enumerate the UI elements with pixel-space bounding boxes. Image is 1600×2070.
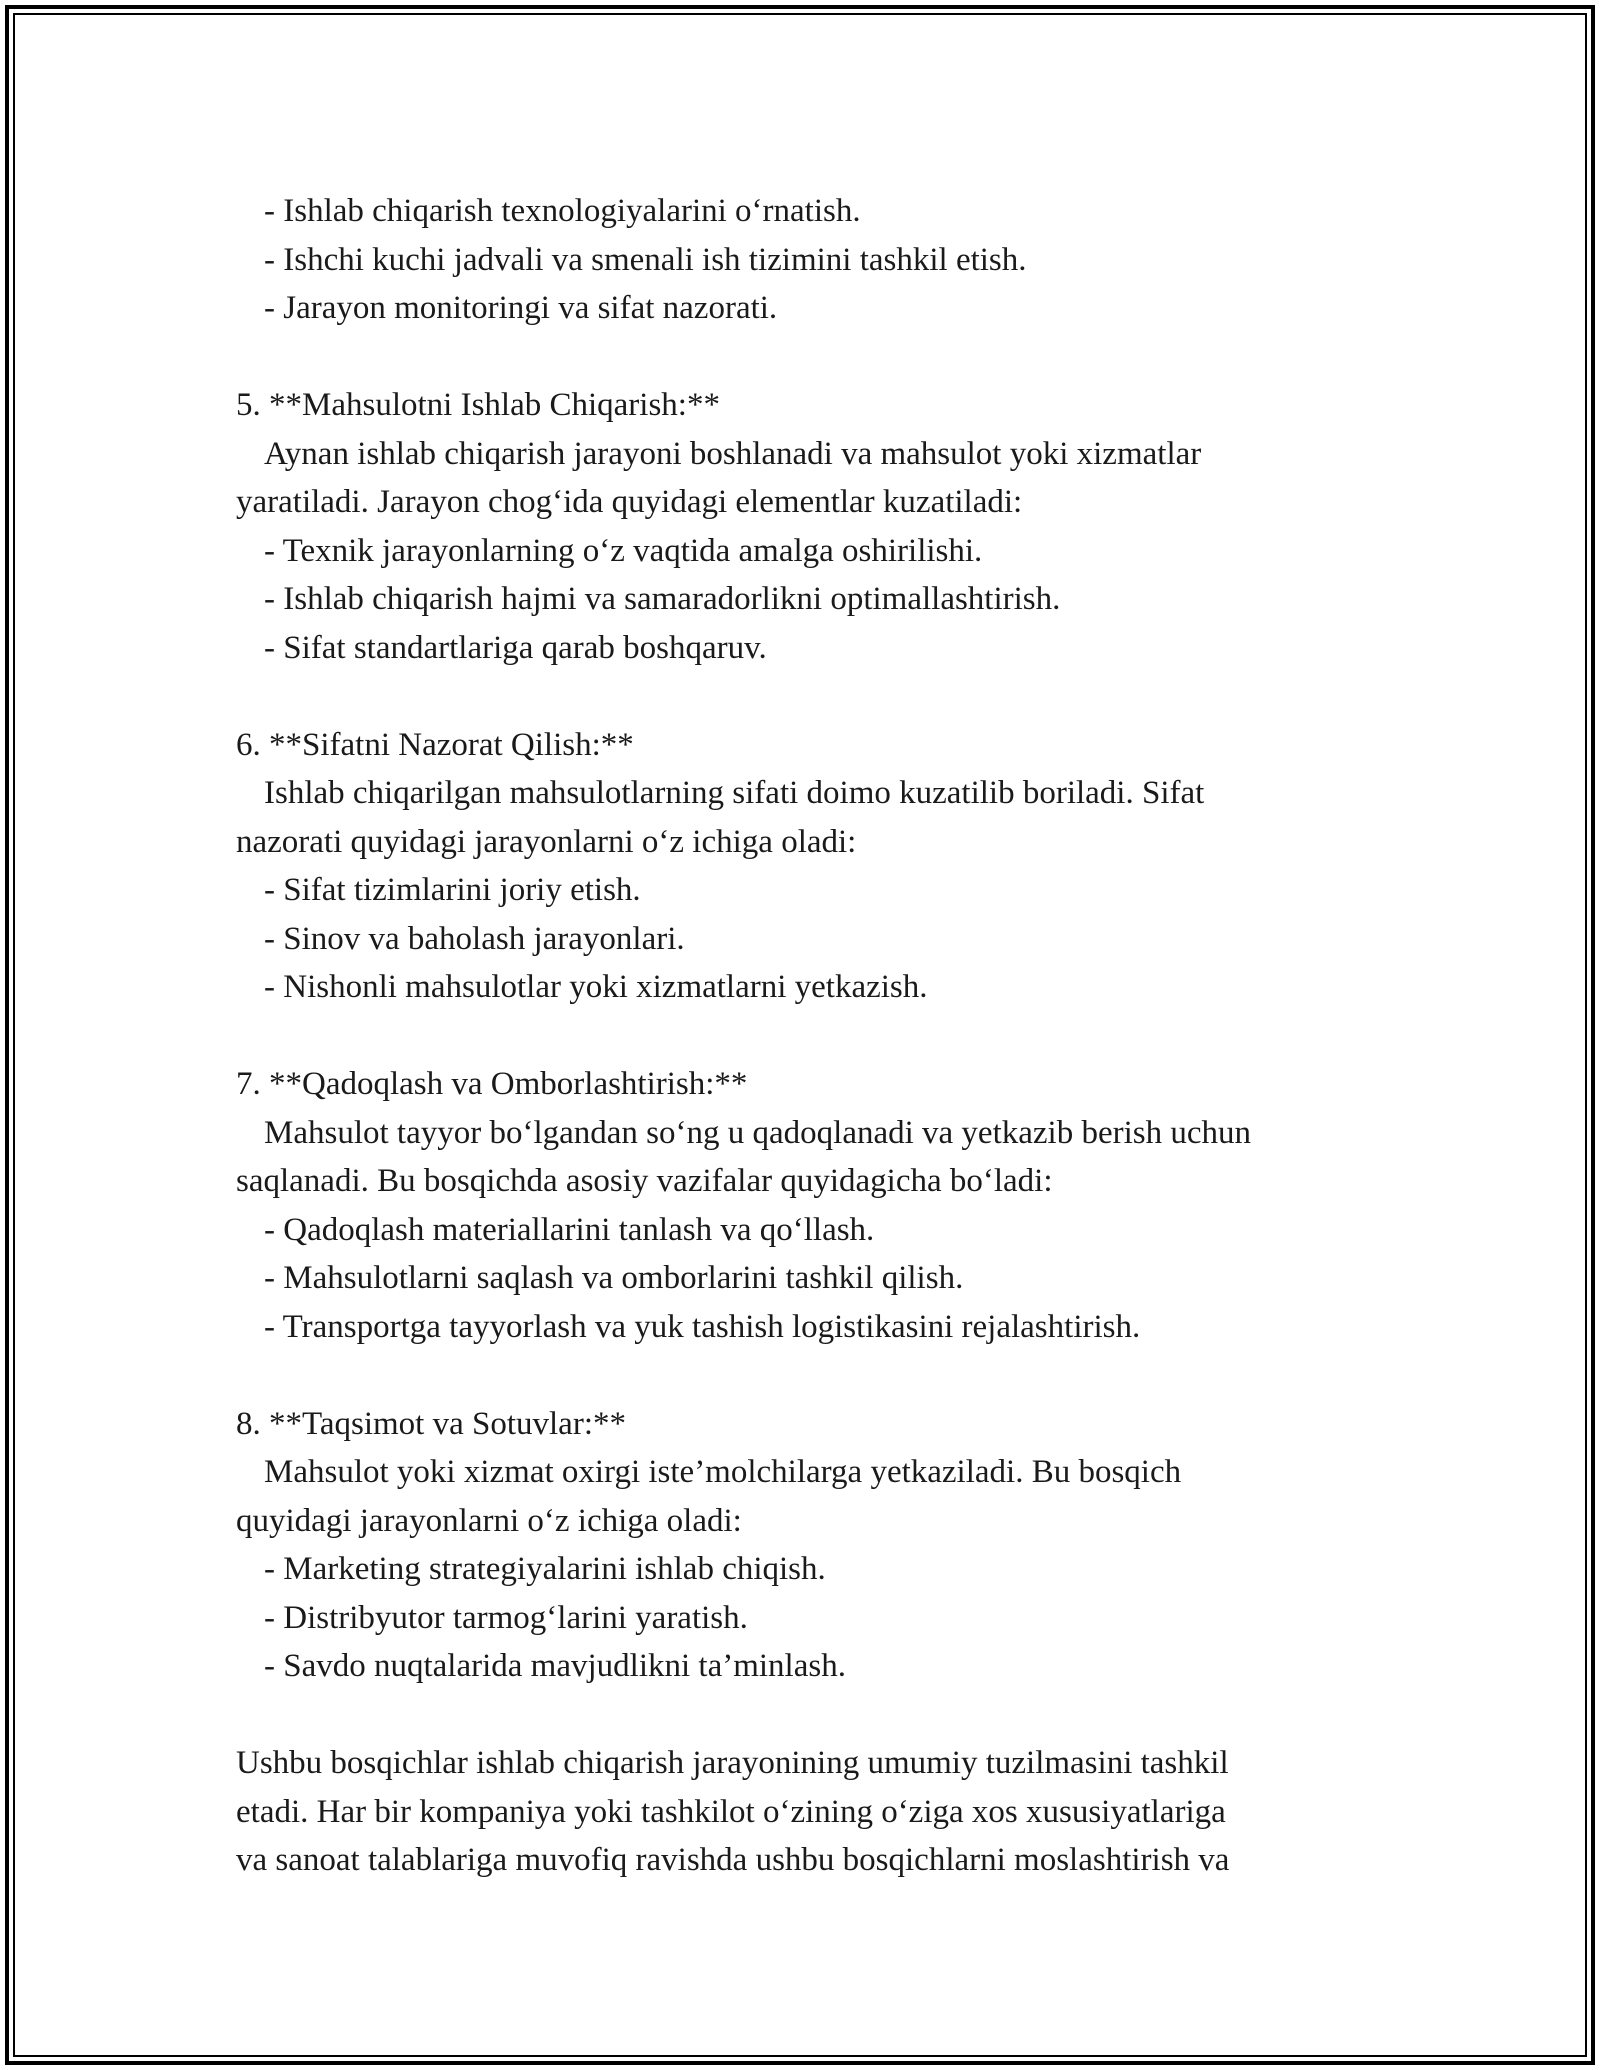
list-item: - Transportga tayyorlash va yuk tashish logistikasini rejalashtirish.	[264, 1308, 1141, 1345]
section-paragraph-continuation: quyidagi jarayonlarni o‘z ichiga oladi:	[236, 1502, 742, 1539]
list-item: - Sifat standartlariga qarab boshqaruv.	[264, 629, 767, 666]
document-body	[236, 187, 1386, 1885]
section-paragraph-continuation: yaratiladi. Jarayon chog‘ida quyidagi elementlar kuzatiladi:	[236, 484, 1023, 520]
section-paragraph-first-line: Mahsulot yoki xizmat oxirgi iste’molchilarga yetkaziladi. Bu bosqich	[264, 1454, 1182, 1490]
intro-list	[236, 187, 1386, 333]
section-8	[236, 1400, 1386, 1691]
section-5	[236, 381, 1386, 672]
conclusion-paragraph	[236, 1739, 1386, 1885]
list-item: - Marketing strategiyalarini ishlab chiqish.	[264, 1551, 826, 1587]
conclusion-line: va sanoat talablariga muvofiq ravishda ushbu bosqichlarni moslashtirish va	[236, 1842, 1230, 1878]
section-paragraph-continuation: nazorati quyidagi jarayonlarni o‘z ichiga oladi:	[236, 823, 857, 860]
section-7	[236, 1060, 1386, 1351]
list-item: - Qadoqlash materiallarini tanlash va qo‘llash.	[264, 1211, 875, 1248]
list-item: - Nishonli mahsulotlar yoki xizmatlarni yetkazish.	[264, 969, 928, 1005]
list-item: - Sinov va baholash jarayonlari.	[264, 920, 685, 957]
section-heading: 8. **Taqsimot va Sotuvlar:**	[236, 1405, 626, 1442]
section-heading: 7. **Qadoqlash va Omborlashtirish:**	[236, 1066, 748, 1102]
section-paragraph-first-line: Mahsulot tayyor bo‘lgandan so‘ng u qadoqlanadi va yetkazib berish uchun	[264, 1114, 1252, 1151]
list-item: - Ishlab chiqarish texnologiyalarini o‘rnatish.	[264, 193, 861, 229]
list-item: - Savdo nuqtalarida mavjudlikni ta’minlash.	[264, 1648, 846, 1684]
list-item: - Mahsulotlarni saqlash va omborlarini tashkil qilish.	[264, 1260, 964, 1296]
section-heading: 5. **Mahsulotni Ishlab Chiqarish:**	[236, 387, 720, 423]
section-paragraph-continuation: saqlanadi. Bu bosqichda asosiy vazifalar quyidagicha bo‘ladi:	[236, 1163, 1053, 1199]
conclusion-line: Ushbu bosqichlar ishlab chiqarish jarayonining umumiy tuzilmasini tashkil	[236, 1745, 1229, 1781]
list-item: - Sifat tizimlarini joriy etish.	[264, 872, 641, 908]
list-item: - Ishlab chiqarish hajmi va samaradorlikni optimallashtirish.	[264, 581, 1061, 617]
conclusion-line: etadi. Har bir kompaniya yoki tashkilot o‘zining o‘ziga xos xususiyatlariga	[236, 1793, 1226, 1830]
section-heading: 6. **Sifatni Nazorat Qilish:**	[236, 726, 634, 763]
section-paragraph-first-line: Aynan ishlab chiqarish jarayoni boshlanadi va mahsulot yoki xizmatlar	[264, 435, 1202, 472]
section-6	[236, 721, 1386, 1012]
list-item: - Ishchi kuchi jadvali va smenali ish tizimini tashkil etish.	[264, 241, 1027, 278]
section-paragraph-first-line: Ishlab chiqarilgan mahsulotlarning sifati doimo kuzatilib boriladi. Sifat	[264, 775, 1205, 811]
list-item: - Jarayon monitoringi va sifat nazorati.	[264, 290, 778, 326]
list-item: - Texnik jarayonlarning o‘z vaqtida amalga oshirilishi.	[264, 532, 983, 569]
list-item: - Distribyutor tarmog‘larini yaratish.	[264, 1599, 748, 1636]
